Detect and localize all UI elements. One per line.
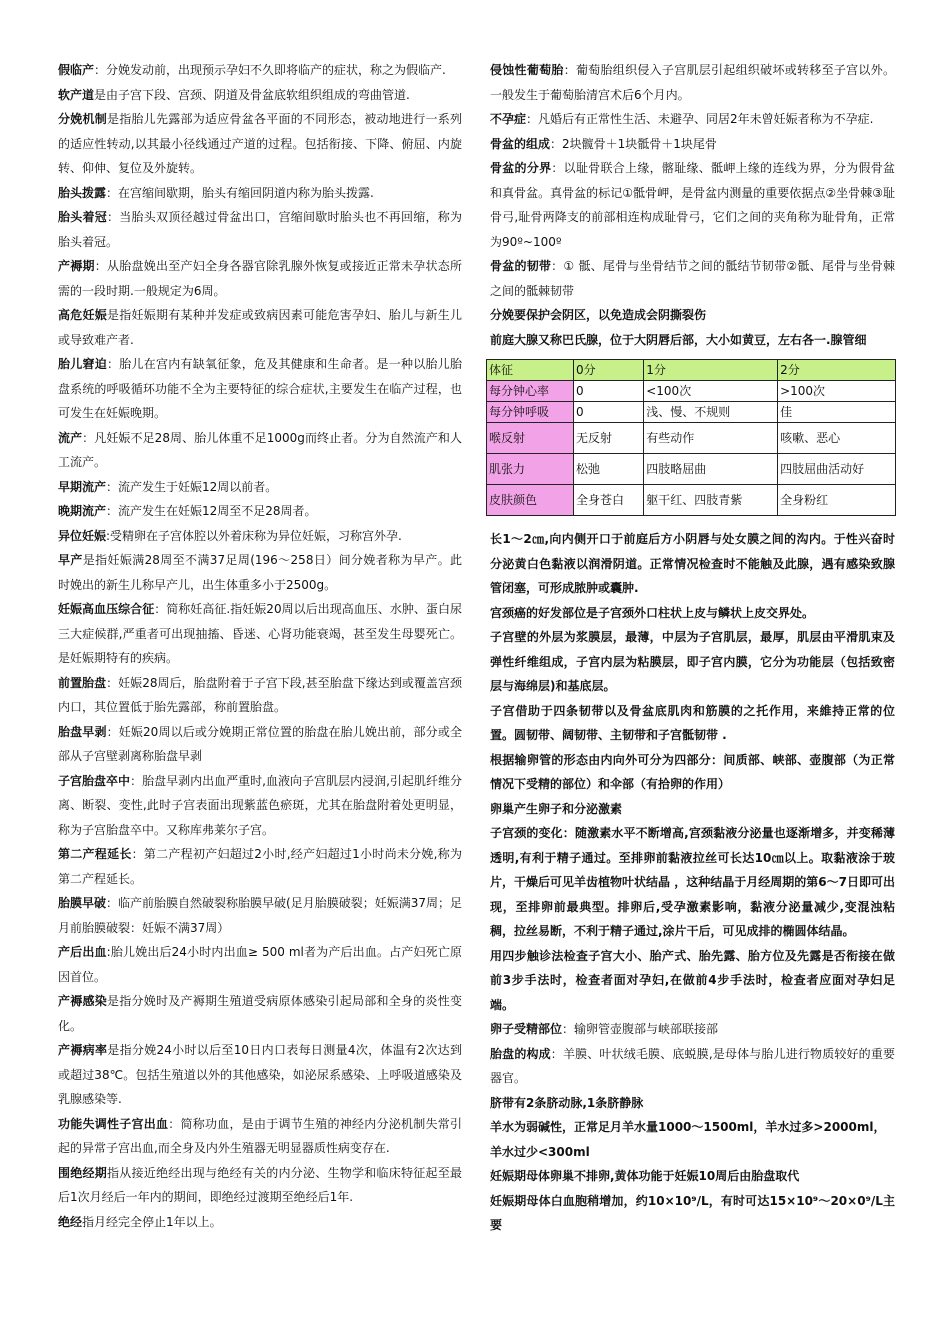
paragraph	[490, 1140, 895, 1165]
paragraph-term: 胎膜早破	[58, 896, 107, 910]
paragraph-text: 子宫壁的外层为浆膜层，最薄，中层为子宫肌层，最厚，肌层由平滑肌束及弹性纤维组成，子宫内层为粘膜层，即子宫内膜，它分为功能层（包括致密层与海绵层)和基底层。	[490, 630, 895, 693]
paragraph	[490, 1091, 895, 1116]
paragraph	[490, 748, 895, 797]
paragraph-term: 骨盆的组成	[490, 136, 551, 151]
table-row	[487, 454, 896, 485]
table-cell: 咳嗽、恶心	[778, 423, 896, 454]
paragraph-term: 产褥感染	[58, 994, 107, 1008]
paragraph-text: ：输卵管壶腹部与峡部联接部	[562, 1022, 719, 1036]
paragraph-term: 假临产	[58, 63, 95, 77]
paragraph-term: 异位妊娠	[58, 528, 107, 543]
paragraph	[58, 426, 462, 475]
paragraph-text: 子宫借助于四条韧带以及骨盆底肌肉和筋膜的之托作用，来維持正常的位置。圆韧带、阔韧带、主韧带和子宫骶韧带 .	[490, 703, 895, 742]
table-row-label: 每分钟心率	[487, 381, 574, 402]
paragraph-term: 胎盘早剥	[58, 724, 107, 739]
paragraph-text: 指月经完全停止1年以上。	[82, 1214, 222, 1229]
table-cell: 四肢屈曲活动好	[778, 454, 896, 485]
paragraph	[490, 1017, 895, 1042]
paragraph	[58, 107, 462, 181]
paragraph-term: 早期流产	[58, 479, 107, 494]
paragraph	[58, 83, 462, 108]
paragraph	[58, 254, 462, 303]
table-cell: 全身粉红	[778, 485, 896, 516]
table-cell: 有些动作	[644, 423, 778, 454]
paragraph-term: 绝经	[58, 1214, 83, 1229]
paragraph-term: 高危妊娠	[58, 308, 107, 322]
paragraph-text: :胎儿娩出后24小时内出血≥ 500 ml者为产后出血。占产妇死亡原因首位。	[58, 945, 462, 984]
paragraph-text: ：简称功血，是由于调节生殖的神经内分泌机制失常引起的异常子宫出血,而全身及内外生殖器无明显器质性病变存在.	[58, 1116, 462, 1155]
paragraph-text: 羊水为弱碱性，正常足月羊水量1000～1500ml，羊水过多>2000ml，	[490, 1120, 886, 1134]
paragraph-term: 功能失调性子宫出血	[58, 1116, 169, 1131]
paragraph	[490, 156, 895, 254]
paragraph	[58, 1112, 462, 1161]
paragraph-text: 脐带有2条脐动脉,1条脐静脉	[490, 1095, 644, 1110]
paragraph	[58, 548, 462, 597]
table-cell: 0	[574, 381, 644, 402]
paragraph-text: ：在宫缩间歇期，胎头有缩回阴道内称为胎头拨露.	[106, 185, 374, 200]
paragraph	[58, 58, 462, 83]
paragraph	[58, 1210, 462, 1235]
paragraph-term: 第二产程延长	[58, 847, 132, 861]
paragraph-text: ：凡妊娠不足28周、胎儿体重不足1000g而终止者。分为自然流产和人工流产。	[58, 430, 462, 469]
paragraph-text: :受精卵在子宫体腔以外着床称为异位妊娠，习称宫外孕.	[106, 528, 402, 543]
paragraph-text: 是指分娩时及产褥期生殖道受病原体感染引起局部和全身的炎性变化。	[58, 994, 462, 1033]
paragraph	[490, 944, 895, 1018]
paragraph-text: ：从胎盘娩出至产妇全身各器官除乳腺外恢复或接近正常未孕状态所需的一段时期.一般规定为6周。	[58, 259, 462, 298]
paragraph	[58, 303, 462, 352]
table-row-label: 皮肤颜色	[487, 485, 574, 516]
paragraph-text: ：凡婚后有正常性生活、未避孕、同居2年未曾妊娠者称为不孕症.	[526, 112, 874, 126]
table-cell: 浅、慢、不规则	[644, 402, 778, 423]
table-row	[487, 485, 896, 516]
paragraph	[58, 597, 462, 671]
paragraph	[58, 1038, 462, 1112]
table-row-label: 每分钟呼吸	[487, 402, 574, 423]
paragraph	[490, 699, 895, 748]
paragraph	[58, 891, 462, 940]
table-header-cell: 2分	[778, 360, 896, 381]
paragraph	[490, 821, 895, 944]
paragraph-text: ：流产发生在妊娠12周至不足28周者。	[106, 504, 317, 518]
paragraph	[58, 499, 462, 524]
table-header-cell: 1分	[644, 360, 778, 381]
paragraph-text: ：胎盘早剥内出血严重时,血液向子宫肌层内浸润,引起肌纤维分离、断裂、变性,此时子宫表面出现紫蓝色瘀斑，尤其在胎盘附着处更明显，称为子宫胎盘卒中。又称库弗莱尔子宫。	[58, 773, 462, 837]
paragraph	[58, 671, 462, 720]
paragraph	[490, 1115, 895, 1140]
paragraph-term: 前置胎盘	[58, 675, 107, 690]
paragraph-term: 骨盆的韧带	[490, 259, 552, 273]
table-cell: 0	[574, 402, 644, 423]
paragraph-text: 妊娠期母体白血胞稍增加，约10×10⁹/L，有时可达15×10⁹～20×0⁹/L主要	[490, 1193, 895, 1232]
paragraph-term: 产褥病率	[58, 1043, 108, 1057]
paragraph	[58, 940, 462, 989]
paragraph-term: 软产道	[58, 87, 95, 102]
table-row	[487, 381, 896, 402]
paragraph	[490, 797, 895, 822]
paragraph-text: ：分娩发动前，出现预示孕妇不久即将临产的症状，称之为假临产.	[94, 63, 446, 77]
table-cell: >100次	[778, 381, 896, 402]
paragraph-term: 胎头拨露	[58, 185, 107, 200]
paragraph-text: 是指胎儿先露部为适应骨盆各平面的不同形态，被动地进行一系列的适应性转动,以其最小径线通过产道的过程。包括衔接、下降、俯屈、内旋转、仰伸、复位及外旋转。	[58, 112, 462, 175]
paragraph	[58, 475, 462, 500]
paragraph-term: 侵蚀性葡萄胎	[490, 63, 564, 77]
paragraph-text: 子宫颈的变化：随激素水平不断增高,宫颈黏液分泌量也逐渐增多，并变稀薄透明,有利于精子通过。至排卵前黏液拉丝可长达10㎝以上。取黏液涂于玻片，干燥后可见羊齿植物叶状结晶 ，这种结晶于月经周期的第6～7日即可出现，至排卵前最典型。排卵后,受孕激素影响，黏液分泌量减少,变混浊粘稠，拉丝易断，不利于精子通过,涂片干后，可见成排的椭圆体结晶。	[490, 826, 895, 938]
table-cell: <100次	[644, 381, 778, 402]
table-cell: 佳	[778, 402, 896, 423]
paragraph-text: 是指妊娠满28周至不满37足周(196～258日）间分娩者称为早产。此时娩出的新生儿称早产儿，出生体重多小于2500g。	[58, 553, 462, 592]
table-row-label: 肌张力	[487, 454, 574, 485]
paragraph	[490, 527, 895, 601]
paragraph-term: 妊娠高血压综合征	[58, 602, 155, 616]
table-cell: 全身苍白	[574, 485, 644, 516]
paragraph-term: 骨盆的分界	[490, 161, 552, 175]
paragraph-text: 卵巢产生卵子和分泌激素	[490, 801, 623, 816]
table-row-label: 喉反射	[487, 423, 574, 454]
table-row	[487, 402, 896, 423]
paragraph-term: 胎头着冠	[58, 210, 107, 224]
paragraph	[490, 58, 895, 107]
paragraph-term: 产后出血	[58, 945, 107, 959]
paragraph	[490, 254, 895, 303]
paragraph-text: 是由子宫下段、宫颈、阴道及骨盆底软组织组成的弯曲管道.	[94, 87, 410, 102]
paragraph	[490, 107, 895, 132]
table-cell: 无反射	[574, 423, 644, 454]
paragraph-text: 宫颈癌的好发部位是子宫颈外口柱状上皮与鳞状上皮交界处。	[490, 605, 815, 620]
paragraph-text: 用四步触诊法检查子宫大小、胎产式、胎先露、胎方位及先露是否衔接在做前3步手法时，检查者面对孕妇,在做前4步手法时，检查者应面对孕妇足端。	[490, 948, 895, 1012]
paragraph-text: ：2块髋骨＋1块骶骨＋1块尾骨	[550, 136, 717, 151]
paragraph	[490, 303, 895, 328]
paragraph-text: 根据输卵管的形态由内向外可分为四部分：间质部、峡部、壶腹部（为正常情况下受精的部位）和伞部（有拾卵的作用）	[490, 752, 895, 791]
paragraph-text: ：妊娠20周以后或分娩期正常位置的胎盘在胎儿娩出前，部分或全部从子宫壁剥离称胎盘早剥	[58, 724, 462, 763]
table-cell: 躯干红、四肢青紫	[644, 485, 778, 516]
paragraph-text: ：葡萄胎组织侵入子宫肌层引起组织破坏或转移至子宫以外。一般发生于葡萄胎清宫术后6个月内。	[490, 63, 895, 102]
apgar-score-table	[486, 359, 896, 516]
paragraph-text: 是指妊娠期有某种并发症或致病因素可能危害孕妇、胎儿与新生儿或导致难产者.	[58, 308, 462, 347]
paragraph-text: ：简称妊高征.指妊娠20周以后出现高血压、水肿、蛋白尿三大症候群,严重者可出现抽搐、昏迷、心肾功能衰竭，甚至发生母婴死亡。是妊娠期特有的疾病。	[58, 602, 462, 665]
table-cell: 四肢略屈曲	[644, 454, 778, 485]
paragraph-text: 分娩要保护会阴区，以免造成会阴撕裂伤	[490, 308, 707, 322]
paragraph-term: 分娩机制	[58, 112, 107, 126]
right-bottom-section	[490, 527, 895, 1238]
paragraph-text: 长1～2㎝,向内侧开口于前庭后方小阴唇与处女膜之间的沟内。于性兴奋时分泌黄白色黏液以润滑阴道。正常情况检查时不能触及此腺，遇有感染致腺管闭塞，可形成脓肿或囊肿.	[490, 532, 895, 595]
paragraph-text: ：① 骶、尾骨与坐骨结节之间的骶结节韧带②骶、尾骨与坐骨棘之间的骶棘韧带	[490, 259, 895, 298]
paragraph	[58, 181, 462, 206]
paragraph-text: ：羊膜、叶状绒毛膜、底蜕膜,是母体与胎儿进行物质较好的重要器官。	[490, 1046, 895, 1085]
paragraph	[58, 989, 462, 1038]
paragraph-text: 前庭大腺又称巴氏腺，位于大阴唇后部，大小如黄豆，左右各一.腺管细	[490, 332, 867, 347]
table-row	[487, 423, 896, 454]
paragraph-term: 不孕症	[490, 112, 527, 126]
paragraph-term: 子宫胎盘卒中	[58, 773, 131, 788]
paragraph-term: 流产	[58, 430, 83, 445]
paragraph	[58, 1161, 462, 1210]
paragraph	[490, 1164, 895, 1189]
paragraph	[490, 1189, 895, 1238]
left-column	[58, 58, 462, 1234]
paragraph	[58, 352, 462, 426]
paragraph-text: 羊水过少<300ml	[490, 1144, 590, 1159]
table-header-cell: 0分	[574, 360, 644, 381]
paragraph-text: ：以耻骨联合上缘，髂耻缘、骶岬上缘的连线为界，分为假骨盆和真骨盆。真骨盆的标记①骶骨岬，是骨盆内测量的重要依据点②坐骨棘③耻骨弓,耻骨两降支的前部相连构成耻骨弓，它们之间的夹角称为耻骨角，正常为90º~100º	[490, 161, 895, 249]
paragraph-term: 产褥期	[58, 259, 95, 273]
table-header-cell: 体征	[487, 360, 574, 381]
paragraph-term: 胎儿窘迫	[58, 357, 107, 371]
paragraph-text: ：临产前胎膜自然破裂称胎膜早破(足月胎膜破裂；妊娠满37周；足月前胎膜破裂：妊娠不满37周）	[58, 896, 462, 935]
paragraph-text: 是指分娩24小时以后至10日内口表每日测量4次，体温有2次达到或超过38℃。包括生殖道以外的其他感染，如泌尿系感染、上呼吸道感染及乳腺感染等.	[58, 1043, 462, 1106]
paragraph-text: ：流产发生于妊娠12周以前者。	[106, 479, 278, 494]
paragraph-text: 指从接近绝经出现与绝经有关的内分泌、生物学和临床特征起至最后1次月经后一年内的期间，即绝经过渡期至绝经后1年.	[58, 1165, 462, 1204]
paragraph-term: 早产	[58, 553, 83, 567]
paragraph	[490, 601, 895, 626]
paragraph	[58, 524, 462, 549]
paragraph	[58, 205, 462, 254]
paragraph	[490, 1042, 895, 1091]
right-column	[490, 58, 895, 1238]
paragraph	[58, 720, 462, 769]
paragraph-term: 晚期流产	[58, 504, 107, 518]
table-cell: 松弛	[574, 454, 644, 485]
paragraph	[490, 328, 895, 353]
paragraph	[58, 769, 462, 843]
paragraph	[58, 842, 462, 891]
paragraph-text: 妊娠期母体卵巢不排卵,黄体功能于妊娠10周后由胎盘取代	[490, 1169, 800, 1183]
paragraph-text: ：第二产程初产妇超过2小时,经产妇超过1小时尚未分娩,称为第二产程延长。	[58, 847, 462, 886]
paragraph	[490, 625, 895, 699]
paragraph-term: 卵子受精部位	[490, 1022, 563, 1036]
paragraph-text: ：妊娠28周后，胎盘附着于子宫下段,甚至胎盘下缘达到或覆盖宫颈内口，其位置低于胎先露部，称前置胎盘。	[58, 675, 462, 714]
right-top-section	[490, 58, 895, 352]
paragraph	[490, 132, 895, 157]
paragraph-term: 胎盘的构成	[490, 1046, 551, 1061]
paragraph-term: 围绝经期	[58, 1165, 107, 1180]
paragraph-text: ：胎儿在宫内有缺氧征象，危及其健康和生命者。是一种以胎儿胎盘系统的呼吸循环功能不全为主要特征的综合症状,主要发生在临产过程，也可发生在妊娠晚期。	[58, 357, 462, 420]
paragraph-text: ：当胎头双顶径越过骨盆出口，宫缩间歇时胎头也不再回缩，称为胎头着冠。	[58, 210, 462, 249]
table-header-row	[487, 360, 896, 381]
